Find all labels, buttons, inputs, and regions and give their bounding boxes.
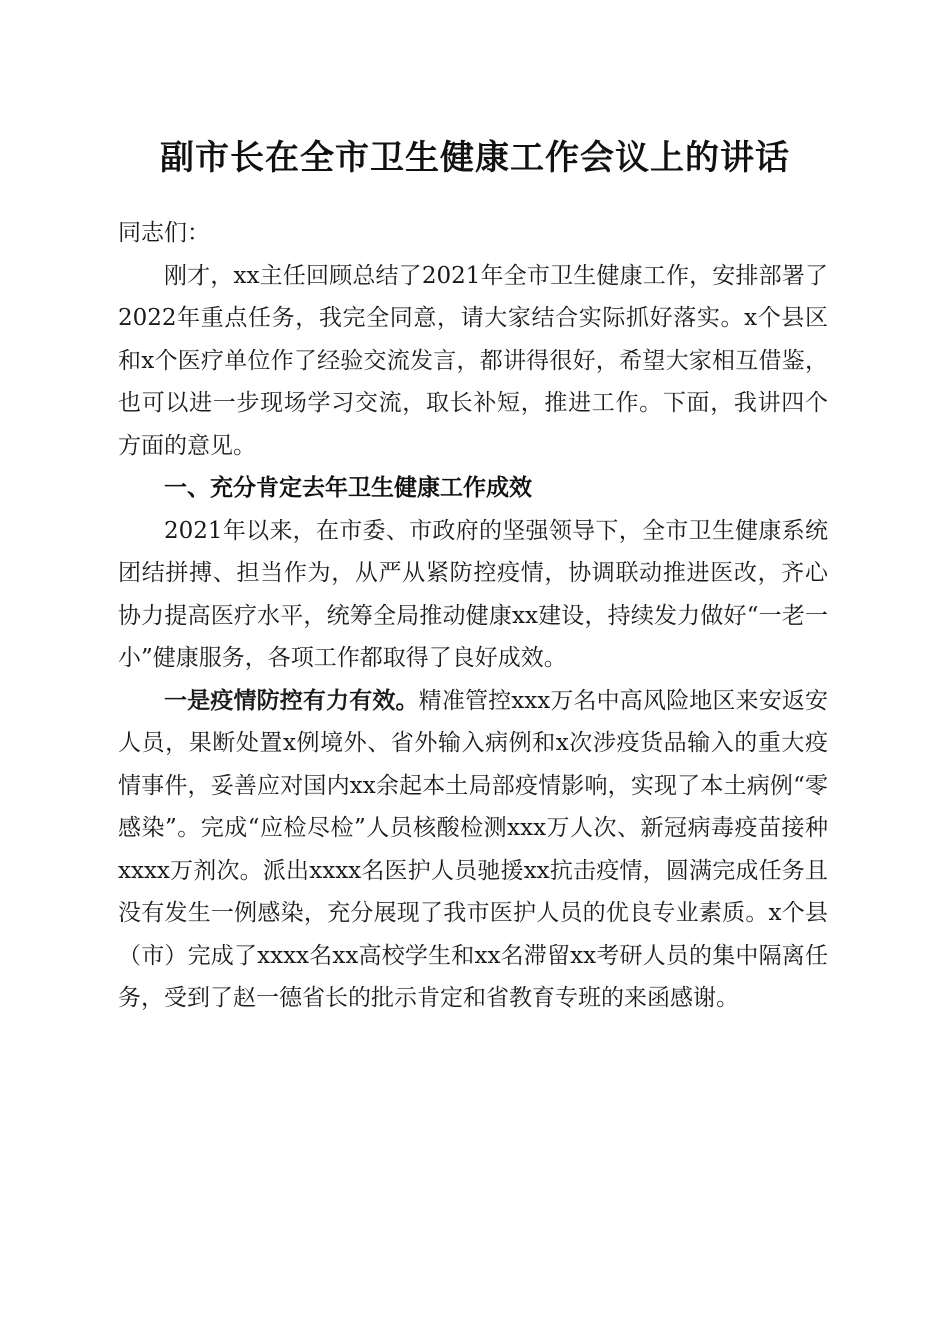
point-1-lead: 一是疫情防控有力有效。: [164, 686, 419, 714]
document-title: 副市长在全市卫生健康工作会议上的讲话: [160, 138, 790, 178]
point-1-paragraph: [118, 680, 828, 1020]
point-1-text: 精准管控xxx万名中高风险地区来安返安人员，果断处置x例境外、省外输入病例和x次涉疫货品输入的重大疫情事件，妥善应对国内xx余起本土局部疫情影响，实现了本土病例“零感染”。完成“应检尽检”人员核酸检测xxx万人次、新冠病毒疫苗接种xxxx万剂次。派出xxxx名医护人员驰援xx抗击疫情，圆满完成任务且没有发生一例感染，充分展现了我市医护人员的优良专业素质。x个县（市）完成了xxxx名xx高校学生和xx名滞留xx考研人员的集中隔离任务，受到了赵一德省长的批示肯定和省教育专班的来函感谢。: [118, 687, 829, 1011]
document-body: [118, 212, 828, 1020]
section-heading-1: 一、充分肯定去年卫生健康工作成效: [164, 475, 532, 501]
salutation: 同志们：: [118, 220, 210, 246]
intro-paragraph: 刚才，xx主任回顾总结了2021年全市卫生健康工作，安排部署了2022年重点任务，我完全同意，请大家结合实际抓好落实。x个县区和x个医疗单位作了经验交流发言，都讲得很好，希望大家相互借鉴，也可以进一步现场学习交流，取长补短，推进工作。下面，我讲四个方面的意见。: [118, 262, 828, 459]
section-1-paragraph: 2021年以来，在市委、市政府的坚强领导下，全市卫生健康系统团结拼搏、担当作为，从严从紧防控疫情，协调联动推进医改，齐心协力提高医疗水平，统筹全局推动健康xx建设，持续发力做好“一老一小”健康服务，各项工作都取得了良好成效。: [118, 517, 828, 671]
